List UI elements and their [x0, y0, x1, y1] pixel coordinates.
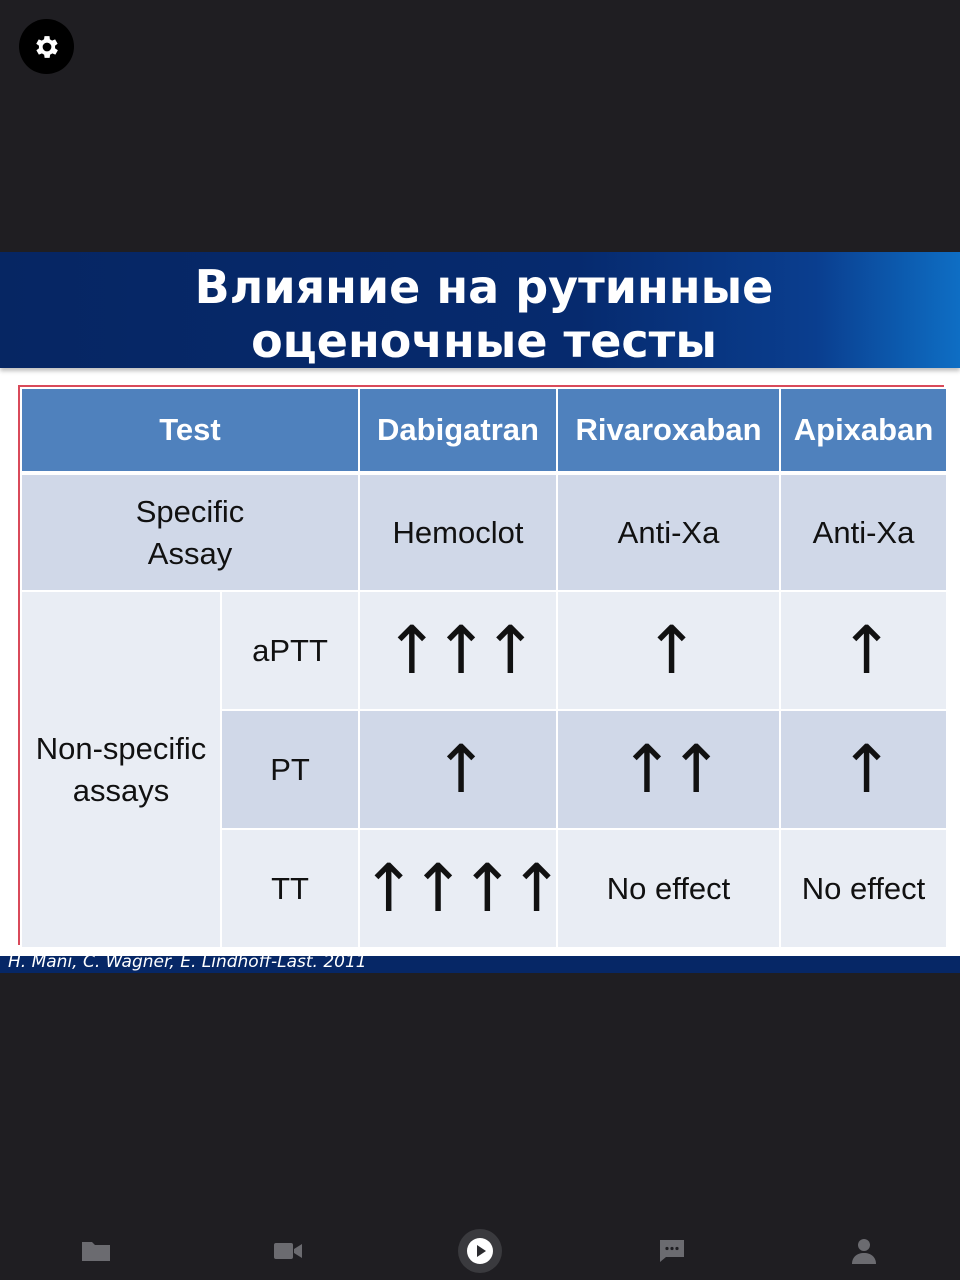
tt-rivaroxaban: No effect [557, 829, 780, 948]
aptt-dabigatran: ↑↑↑ [359, 591, 557, 710]
header-apixaban: Apixaban [780, 388, 947, 473]
specific-label-line1: Specific [135, 493, 245, 529]
nav-chat[interactable] [642, 1222, 702, 1280]
play-icon [466, 1237, 494, 1265]
slide-title-line2: оценочные тесты [251, 314, 717, 368]
nav-video[interactable] [258, 1222, 318, 1280]
nav-files[interactable] [66, 1222, 126, 1280]
settings-button[interactable] [19, 19, 74, 74]
nonspecific-label-line2: assays [72, 772, 170, 808]
gear-icon [32, 32, 62, 62]
folder-icon [81, 1239, 111, 1263]
test-name-aptt: aPTT [221, 591, 359, 710]
nav-profile[interactable] [834, 1222, 894, 1280]
video-icon [273, 1240, 303, 1262]
presentation-slide [0, 252, 960, 973]
aptt-apixaban: ↑ [780, 591, 947, 710]
tt-dabigatran: ↑↑↑↑ [359, 829, 557, 948]
slide-title-line1: Влияние на рутинные [194, 260, 774, 314]
specific-dabigatran: Hemoclot [359, 473, 557, 591]
bottom-navigation [0, 1222, 960, 1280]
slide-title-banner [0, 252, 960, 368]
test-name-pt: PT [221, 710, 359, 829]
slide-title [0, 260, 960, 368]
chat-icon [658, 1237, 686, 1265]
specific-label-line2: Assay [147, 535, 233, 571]
specific-rivaroxaban: Anti-Xa [557, 473, 780, 591]
nonspecific-assays-label [21, 591, 221, 948]
specific-assay-label [21, 473, 359, 591]
specific-apixaban: Anti-Xa [780, 473, 947, 591]
header-rivaroxaban: Rivaroxaban [557, 388, 780, 473]
tt-apixaban: No effect [780, 829, 947, 948]
test-name-tt: TT [221, 829, 359, 948]
header-test: Test [21, 388, 359, 473]
pt-rivaroxaban: ↑↑ [557, 710, 780, 829]
play-button[interactable] [458, 1229, 502, 1273]
slide-citation: H. Mani, C. Wagner, E. Lindhoff-Last. 2011 [8, 952, 367, 972]
pt-dabigatran: ↑ [359, 710, 557, 829]
pt-apixaban: ↑ [780, 710, 947, 829]
aptt-rivaroxaban: ↑ [557, 591, 780, 710]
comparison-table [18, 385, 944, 945]
person-icon [850, 1237, 878, 1265]
header-dabigatran: Dabigatran [359, 388, 557, 473]
nonspecific-label-line1: Non-specific [35, 730, 207, 766]
nav-play[interactable] [450, 1222, 510, 1280]
